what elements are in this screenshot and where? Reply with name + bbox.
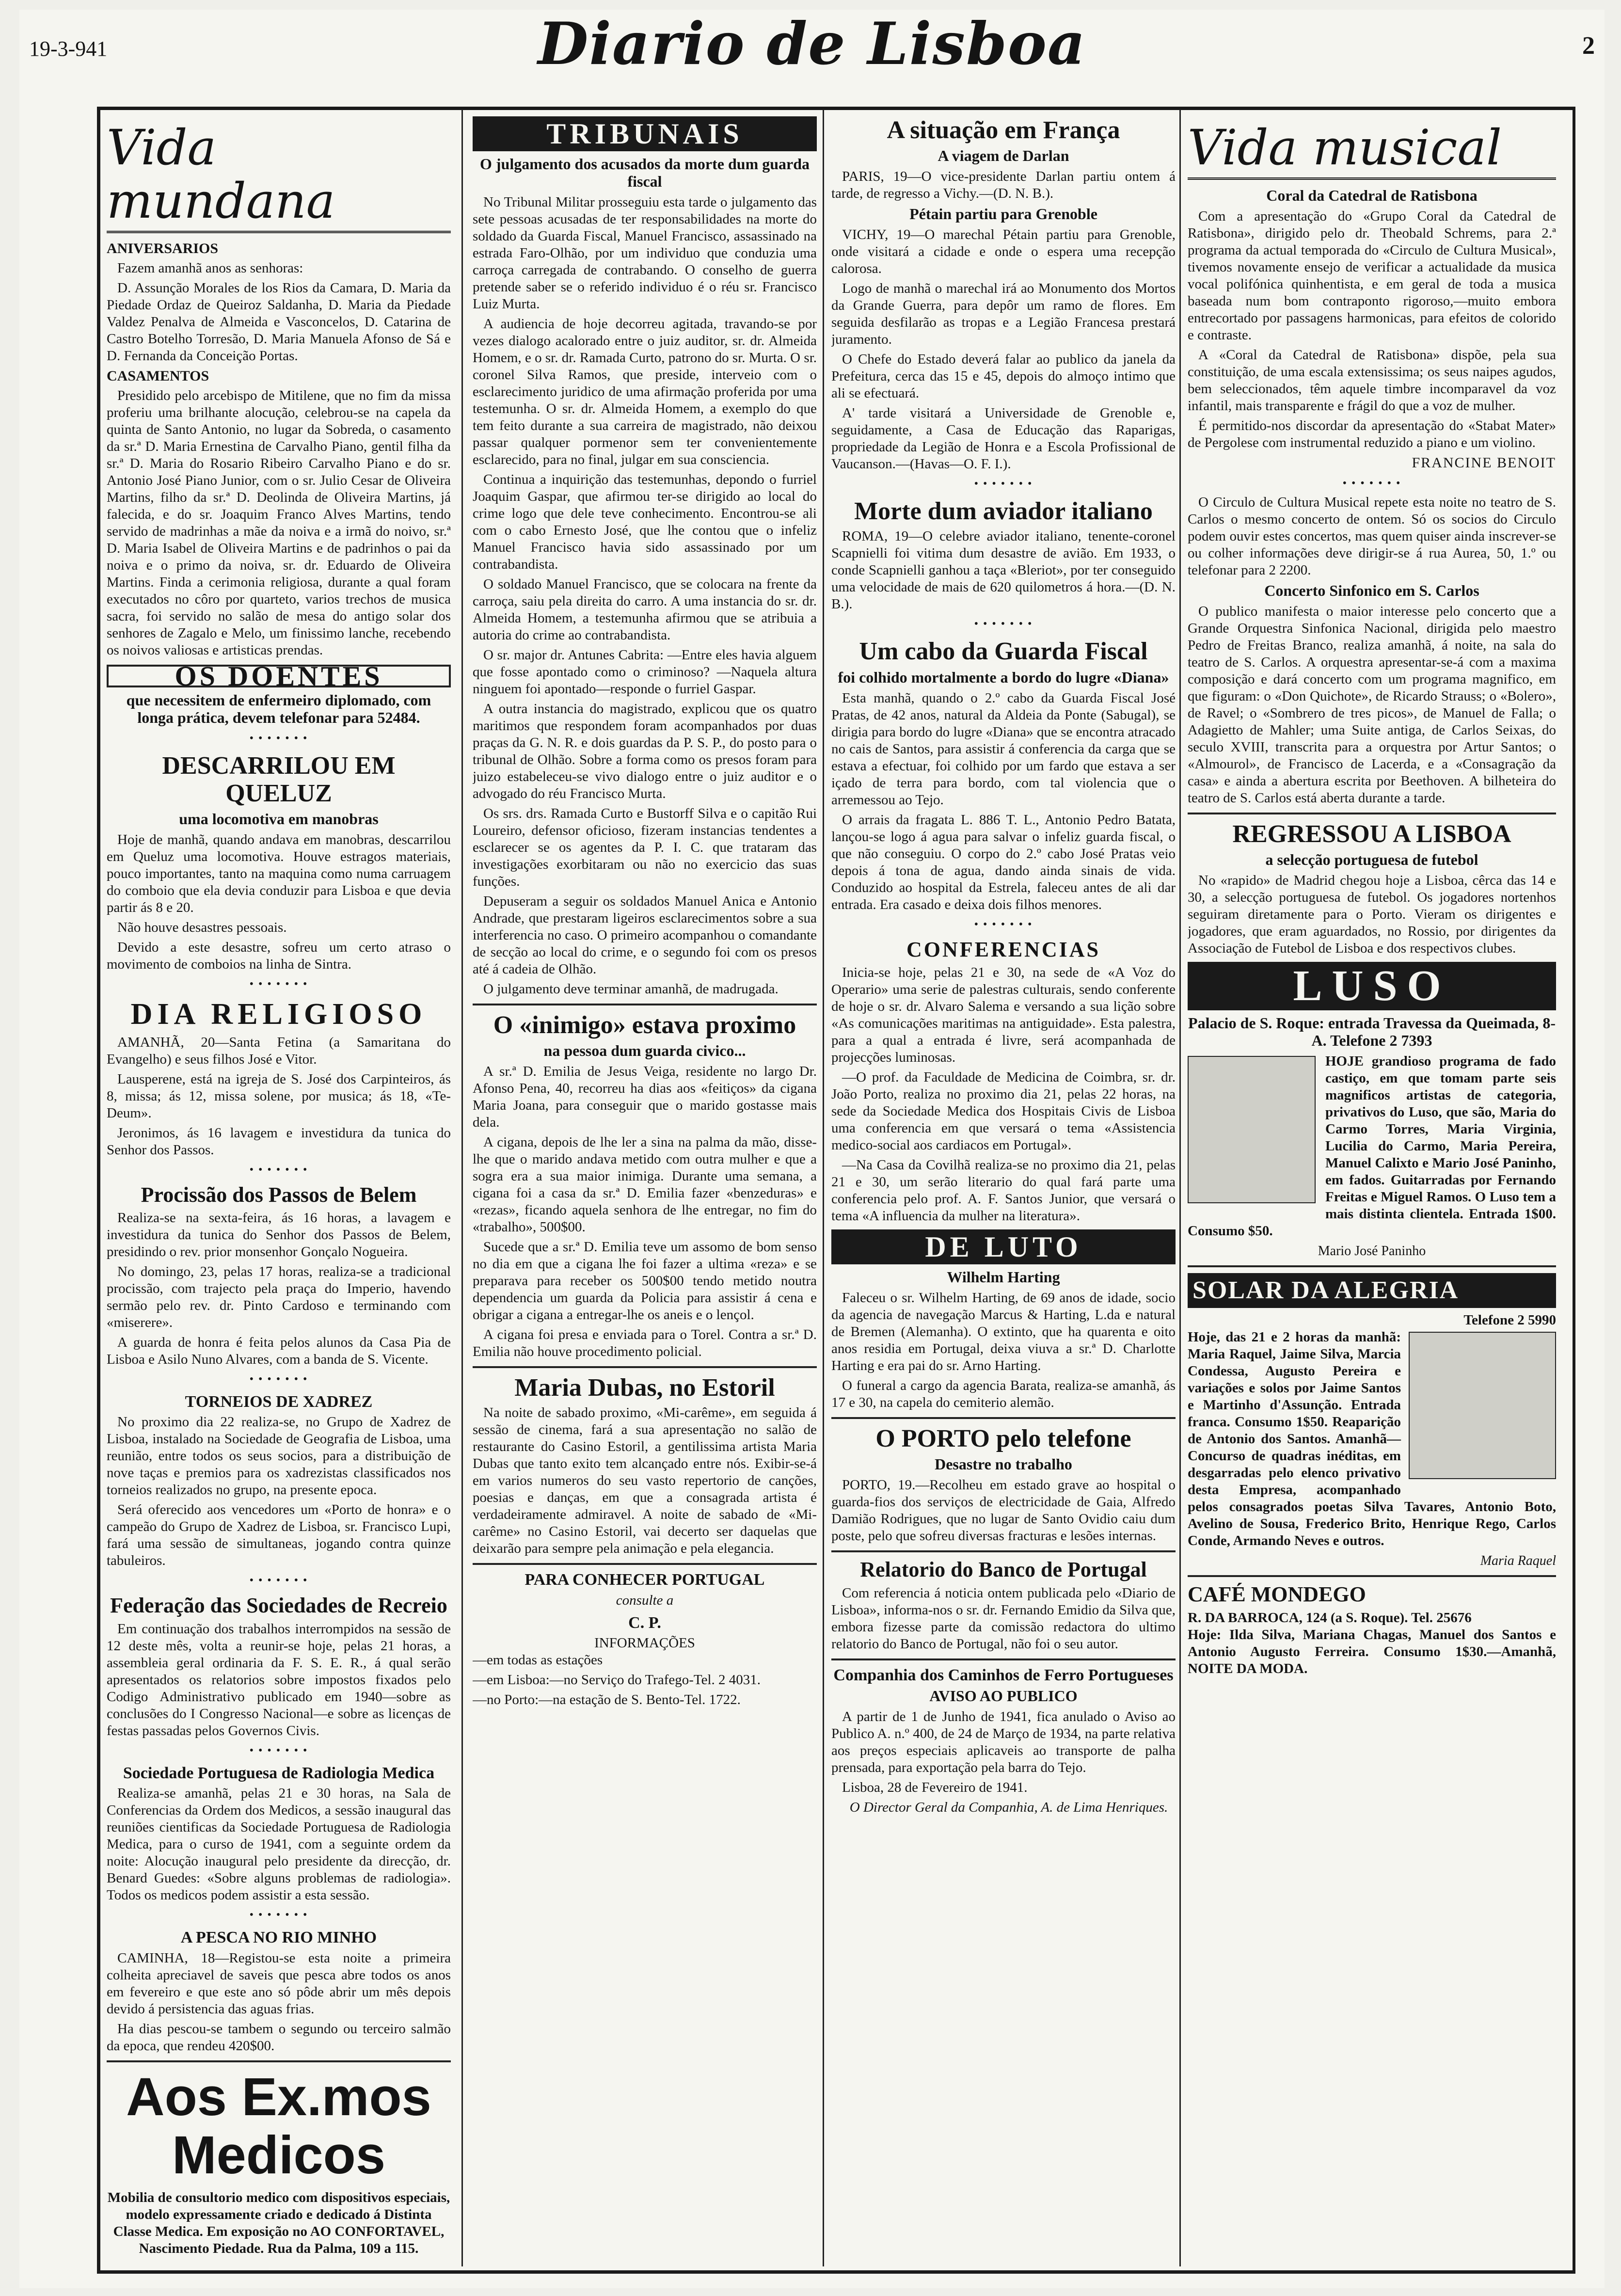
paragraph: VICHY, 19—O marechal Pétain partiu para Grenoble, onde visitará a cidade e onde o espera uma recepção calorosa.	[831, 227, 1176, 277]
rule	[473, 1004, 817, 1005]
headline-queluz: DESCARRILOU EM QUELUZ	[162, 752, 396, 808]
paragraph: Será oferecido aos vencedores um «Porto de honra» e o campeão do Grupo de Xadrez de Lisboa, sr. Francisco Lupi, fará uma sessão de simultaneas, jogando contra quinze tabuleiros.	[107, 1502, 451, 1569]
separator: • • • • • • •	[249, 1744, 308, 1757]
column-3	[831, 112, 1176, 2269]
ad-text: —no Porto:—na estação de S. Bento-Tel. 1722.	[473, 1692, 741, 1708]
deck: AVISO AO PUBLICO	[929, 1687, 1078, 1705]
headline-procissao: Procissão dos Passos de Belem	[141, 1182, 417, 1207]
paragraph: A sr.ª D. Emilia de Jesus Veiga, residente no largo Dr. Afonso Pena, 40, recorreu ha dias aos «feitiços» da cigana Maria Joana, para conseguir que o marido gostasse mais dela.	[473, 1064, 817, 1131]
paragraph: Fazem amanhã anos as senhoras:	[117, 260, 303, 276]
headline-regressou: REGRESSOU A LISBOA	[1232, 820, 1511, 848]
notice: que necessitem de enfermeiro diplomado, com longa prática, devem telefonar para 52484.	[126, 691, 431, 726]
headline-dia-religioso: DIA RELIGIOSO	[130, 998, 427, 1031]
deck: foi colhido mortalmente a bordo do lugre «Diana»	[838, 668, 1169, 686]
paragraph: Faleceu o sr. Wilhelm Harting, de 69 anos de idade, socio da agencia de navegação Marcus & Harting, L.da e natural de Bremen (Alemanha). O extinto, que ha quarenta e oito anos residia em Portugal, deixa viuva a sr.ª D. Charlotte Harting e era pai do sr. Arno Harting.	[831, 1290, 1176, 1373]
paragraph: Sucede que a sr.ª D. Emilia teve um assomo de bom senso no dia em que a cigana lhe foi fazer a ultima «reza» e se preparava para receber os 500$00 tendo metido noutra dependencia um guarda da Policia para assistir á cena e obrigar a cigana a entregar-lhe os aneis e o lençol.	[473, 1239, 817, 1323]
ad-text: —em Lisboa:—no Serviço do Trafego-Tel. 2 4031.	[473, 1672, 761, 1688]
headline-de-luto: DE LUTO	[831, 1229, 1176, 1264]
paragraph: Realiza-se na sexta-feira, ás 16 horas, a lavagem e investidura da tunica do Senhor dos Passos de Belem, presidindo o rev. prior monsenhor Gonçalo Nogueira.	[107, 1210, 451, 1260]
headline-tribunais: TRIBUNAIS	[473, 116, 817, 151]
paragraph: Logo de manhã o marechal irá ao Monumento dos Mortos da Grande Guerra, para depôr um ramo de flores. Em seguida desfilarão as tropas e a Legião Francesa prestará juramento.	[831, 281, 1176, 348]
paragraph: A audiencia de hoje decorreu agitada, travando-se por vezes dialogo acalorado entre o juiz auditor, sr. dr. Almeida Homem, e o sr. dr. Ramada Curto, patrono do sr. Murta. O sr. coronel Silva Ramos, que preside, interveio com o esclarecimento juridico de uma afirmação proferida por uma testemunha. O sr. dr. Almeida Homem, a exemplo do que tem feito durante a sua carreira de magistrado, não deixou passar qualquer pormenor sem ter convenientemente esclarecido, para no final, julgar em sua consciencia.	[473, 316, 817, 467]
ad-text: Hoje, das 21 e 2 horas da manhã: Maria Raquel, Jaime Silva, Marcia Condessa, Augusto Pereira e variações e solos por Jaime Santos e Martinho d'Assunção. Entrada franca. Consumo 1$50. Reaparição de Antonio dos Santos. Amanhã—Concurso de quadras inéditas, em desgarradas pelo elenco privativo desta Empresa, acompanhado pelos consagrados poetas Silva Tavares, Antonio Boto, Avelino de Sousa, Frederico Brito, Henrique Rego, Carlos Conde, Armando Neves e outros.	[1188, 1329, 1556, 1549]
paragraph: O Chefe do Estado deverá falar ao publico da janela da Prefeitura, cerca das 15 e 45, depois do almoço intimo que ali se efectuará.	[831, 351, 1176, 401]
paragraph: No domingo, 23, pelas 17 horas, realiza-se a tradicional procissão, com trajecto pela praça do Imperio, havendo sermão pelo rev. dr. Pinto Cardoso e terminando com «miserere».	[107, 1263, 451, 1330]
subhead: Pétain partiu para Grenoble	[909, 205, 1097, 223]
paragraph: Em continuação dos trabalhos interrompidos na sessão de 12 deste mês, volta a reunir-se hoje, pelas 21 horas, a assembleia geral ordinaria da F. S. E. R., á qual serão apresentados os relatorios sobre impostos fixados pelo Codigo Administrativo publicado em 1940—sobre as conclusões do I Congresso Nacional—e sobre as licenças de festas passadas pelos Governos Civis.	[107, 1621, 451, 1738]
paragraph: O publico manifesta o maior interesse pelo concerto que a Grande Orquestra Sinfonica Nacional, dirigida pelo maestro Pedro de Freitas Branco, realiza amanhã, á noite, na sala do teatro de S. Carlos. A orquestra apresentar-se-á com a maxima composição e dará concerto com um programa magnifico, em que figuram: o «Don Quichote», de Ricardo Strauss; o «Bolero», de Ravel; o «Sombrero de tres picos», de Manuel de Falla; o Adagietto de Mahler; uma Suite antiga, de Carlos Seixas, do seculo XVIII, transcrita para a orquestra por Artur Santos; o «Almourol», de Francisco de Lacerda, e a «Consagração da casa» e ainda a abertura escrita por Beethoven. A bilheteira do teatro de S. Carlos está aberta durante a tarde.	[1188, 604, 1556, 806]
rule	[831, 1417, 1176, 1419]
paragraph: No Tribunal Militar prosseguiu esta tarde o julgamento das sete pessoas acusadas de ter responsabilidades na morte do soldado da Guarda Fiscal, Manuel Francisco, assassinado na estrada Faro-Olhão, por um individuo que conduzia uma carroça carregada de contrabando. O conselho de guerra pretende saber se o referido individuo é o réu sr. Francisco Luiz Murta.	[473, 194, 817, 312]
paragraph: Continua a inquirição das testemunhas, depondo o furriel Joaquim Gaspar, que afirmou ter-se dirigido ao local do crime logo que dele teve conhecimento. Encontrou-se ali com o cabo Ernesto José, que lhe contou que o infeliz Manuel Francisco havia sido assassinado por um contrabandista.	[473, 472, 817, 572]
deck: O julgamento dos acusados da morte dum guarda fiscal	[479, 155, 810, 190]
deck: Wilhelm Harting	[947, 1268, 1060, 1286]
paragraph: Com a apresentação do «Grupo Coral da Catedral de Ratisbona», dirigido pelo dr. Theobald Schrems, para 2.ª programa da actual temporada do «Circulo de Cultura Musical», tivemos novamente ensejo de verificar a actualidade da musica vocal polifónica quinhentista, e em geral de toda a musica baseada num bom contraponto rigoroso,—muito embora entrecortado por passagens harmonicas, para efeitos de colorido e contraste.	[1188, 208, 1556, 343]
separator: • • • • • • •	[249, 978, 308, 991]
separator: • • • • • • •	[249, 1372, 308, 1386]
byline: FRANCINE BENOIT	[1412, 455, 1556, 471]
column-divider	[461, 109, 463, 2266]
headline-xadrez: TORNEIOS DE XADREZ	[185, 1392, 373, 1411]
separator: • • • • • • •	[974, 618, 1033, 631]
column-4	[1188, 112, 1556, 2269]
separator: • • • • • • •	[249, 732, 308, 745]
paragraph: Não houve desastres pessoais.	[117, 920, 287, 936]
ad-text: Mobilia de consultorio medico com dispositivos especiais, modelo expressamente criado e dedicado á Distinta Classe Medica. Em exposição no AO CONFORTAVEL, Nascimento Piedade. Rua da Palma, 109 a 115.	[107, 2189, 450, 2256]
separator: • • • • • • •	[974, 918, 1033, 931]
headline-cabo: Um cabo da Guarda Fiscal	[859, 638, 1148, 666]
paragraph: Na noite de sabado proximo, «Mi-carême», em seguida á sessão de cinema, fará a sua apresentação no salão de restaurante do Casino Estoril, a gentilissima artista Maria Dubas que tanto exito tem alcançado entre nós. Exibir-se-á em varios numeros do seu vasto repertorio de canções, poesias e danças, em que a consagrada artista é verdadeiramente admiravel. A noite de sabado de «Mi-carême» no Casino Estoril, vai decerto ser daquelas que deixarão para sempre pela animação e pela elegancia.	[473, 1405, 817, 1557]
paragraph: O arrais da fragata L. 886 T. L., Antonio Pedro Batata, lançou-se logo á agua para salvar o infeliz guarda fiscal, o que não conseguiu. O corpo do 2.º cabo José Pratas veio depois á tona de agua, dando ainda sinais de vida. Conduzido ao hospital da Estrela, faleceu antes de ali dar entrada. Era casado e deixa dois filhos menores.	[831, 812, 1176, 912]
masthead	[19, 10, 1605, 97]
rule	[473, 1366, 817, 1368]
ad-text: Hoje: Ilda Silva, Mariana Chagas, Manuel dos Santos e Antonio Augusto Ferreira. Consumo 1$30.—Amanhã, NOITE DA MODA.	[1188, 1626, 1556, 1676]
paragraph: D. Assunção Morales de los Rios da Camara, D. Maria da Piedade Ordaz de Queiroz Saldanha, D. Maria da Piedade Valdez Penalva de Almeida e Vasconcelos, D. Catarina de Castro Botelho Torresão, D. Maria Manuela Afonso de Sá e D. Fernanda da Conceição Portas.	[107, 280, 451, 364]
paragraph: Realiza-se amanhã, pelas 21 e 30 horas, na Sala de Conferencias da Ordem dos Medicos, a sessão inaugural das reuniões cientificas da Sociedade Portuguesa de Radiologia Medica, para o curso de 1941, com a seguinte ordem da noite: Alocução inaugural pelo presidente da direcção, dr. Benard Guedes: «Sobre alguns problemas de radiologia». Todos os medicos podem assistir a esta sessão.	[107, 1786, 451, 1903]
photo-caption: Maria Raquel	[1480, 1553, 1556, 1569]
paragraph: A «Coral da Catedral de Ratisbona» dispõe, pela sua constituição, de uma escala extensissima; os seus naipes agudos, bem seleccionados, têm aquele timbre incomparavel da voz infantil, mais transparente e frágil do que a voz de mulher.	[1188, 347, 1556, 414]
section-vida-musical: Vida musical	[1188, 121, 1556, 180]
ad-text: Palacio de S. Roque: entrada Travessa da Queimada, 8-A. Telefone 2 7393	[1188, 1014, 1556, 1050]
paragraph: A' tarde visitará a Universidade de Grenoble e, seguidamente, a Casa de Educação das Raparigas, propriedade da Legião de Honra e a Escola Profissional de Vaucanson.—(Havas—O. F. I.).	[831, 405, 1176, 472]
separator: • • • • • • •	[249, 1163, 308, 1176]
ad-text: C. P.	[628, 1613, 661, 1632]
rule	[831, 1658, 1176, 1660]
paragraph: AMANHÃ, 20—Santa Fetina (a Samaritana do Evangelho) e seus filhos José e Vitor.	[107, 1034, 451, 1067]
page-number: 2	[1582, 32, 1595, 60]
ad-headline-solar: SOLAR DA ALEGRIA	[1188, 1273, 1556, 1308]
paragraph: Ha dias pescou-se tambem o segundo ou terceiro salmão da epoca, que rendeu 420$00.	[107, 2021, 451, 2054]
paragraph: O sr. major dr. Antunes Cabrita: —Entre eles havia alguem que fosse apontado como o criminoso? —Naquela altura ninguem foi apontado—responde o furriel Gaspar.	[473, 647, 817, 697]
newspaper-title: Diario de Lisboa	[538, 10, 1086, 78]
headline-maria-dubas: Maria Dubas, no Estoril	[514, 1374, 775, 1402]
paragraph: A cigana foi presa e enviada para o Torel. Contra a sr.ª D. Emilia não houve procedimento policial.	[473, 1327, 817, 1360]
paragraph: A cigana, depois de lhe ler a sina na palma da mão, disse-lhe que o marido andava metido com outra mulher e que a sogra era a sua maior inimiga. Durante uma semana, a cigana foi a casa da sr.ª D. Emilia fazer «benzeduras» e «rezas», ficando aquela senhora de lhe entregar, no fim do «trabalho», 500$00.	[473, 1134, 817, 1235]
separator: • • • • • • •	[249, 1574, 308, 1587]
separator: • • • • • • •	[1342, 477, 1401, 490]
separator: • • • • • • •	[249, 1909, 308, 1922]
newspaper-page	[19, 10, 1605, 2288]
paragraph: PARIS, 19—O vice-presidente Darlan partiu ontem á tarde, de regresso a Vichy.—(D. N. B.).	[831, 169, 1176, 202]
headline-recreio: Federação das Sociedades de Recreio	[110, 1594, 447, 1618]
rule	[1188, 813, 1556, 814]
deck: A viagem de Darlan	[938, 147, 1069, 165]
paragraph: O soldado Manuel Francisco, que se colocara na frente da carroça, saiu pela direita do carro. A uma instancia do sr. dr. Almeida Homem, a testemunha afirmou que se atribuia a autoria do crime ao contrabandista.	[473, 576, 817, 643]
paragraph: PORTO, 19.—Recolheu em estado grave ao hospital o guarda-fios dos serviços de electricidade de Gaia, Alfredo Damião Rodrigues, que no lugar de Santo Ovidio caiu dum poste, pelo que sofreu diversas fracturas e lesões internas.	[831, 1477, 1176, 1544]
headline-conferencias: CONFERENCIAS	[906, 937, 1101, 961]
headline-pesca: A PESCA NO RIO MINHO	[180, 1929, 377, 1947]
rule	[1188, 1265, 1556, 1267]
paragraph: O funeral a cargo da agencia Barata, realiza-se amanhã, ás 17 e 30, na capela do cemiterio alemão.	[831, 1377, 1176, 1410]
paragraph: Com referencia á noticia ontem publicada pelo «Diario de Lisboa», informa-nos o sr. dr. Fernando Emidio da Silva que, embora fizesse parte da comissão redactora do ultimo relatorio do Banco de Portugal, não foi o seu autor.	[831, 1585, 1176, 1652]
rule	[107, 2060, 451, 2062]
ad-text: Telefone 2 5990	[1463, 1312, 1556, 1328]
rule	[831, 1550, 1176, 1552]
paragraph: ROMA, 19—O celebre aviador italiano, tenente-coronel Scapnielli foi vitima dum desastre de avião. Em 1933, o conde Scapnielli ganhou a taça «Bleriot», por ter conseguido uma velocidade de mais de 620 quilometros á hora.—(D. N. B.).	[831, 528, 1176, 612]
deck: a selecção portuguesa de futebol	[1265, 851, 1478, 869]
paragraph: Presidido pelo arcebispo de Mitilene, que no fim da missa proferiu uma brilhante alocução, celebrou-se na capela da quinta de Santo Antonio, no lugar da Sobreda, o casamento da sr.ª D. Maria Ernestina de Carvalho Piano, gentil filha da sr.ª D. Maria do Rosario Ribeiro Carvalho Piano e do sr. Antonio José Piano Junior, com o sr. Julio Cesar de Oliveira Martins, filho da sr.ª D. Deolinda de Oliveira Martins, já falecida, e do sr. Joaquim Franco Alves Martins, tendo servido de madrinhas a mãe da noiva e a irmã do noivo, sr.ª D. Maria Isabel de Oliveira Martins e de padrinhos o pai da noiva e o primo da noiva, sr. dr. Eduardo de Oliveira Martins. Finda a cerimonia religiosa, durante a qual foram executados no côro por quarteto, varios trechos de musica sacra, foi servido no salão de mesa do antigo solar dos senhores de Zagalo e Melo, um finissimo lanche, recebendo os noivos valiosas e artisticas prendas.	[107, 388, 451, 658]
issue-date: 19-3-941	[29, 37, 108, 61]
paragraph: No proximo dia 22 realiza-se, no Grupo de Xadrez de Lisboa, instalado na Sociedade de Geografia de Lisboa, uma reunião, entre todos os seus socios, para a distribuição de nove taças e premios para os xadrezistas classificados nos torneios realizados no grupo, na presente epoca.	[107, 1414, 451, 1498]
paragraph: CAMINHA, 18—Registou-se esta noite a primeira colheita apreciavel de saveis que pesca abre todos os anos em fevereiro e que este ano só pôde abrir um mês depois devido á persistencia das aguas frias.	[107, 1950, 451, 2017]
paragraph: —Na Casa da Covilhã realiza-se no proximo dia 21, pelas 21 e 30, um serão literario do qual fará parte uma conferencia pelo prof. A. F. Santos Junior, que versará o tema «A influencia da mulher na literatura».	[831, 1157, 1176, 1224]
ad-headline-medicos: Aos Ex.mos Medicos	[126, 2067, 431, 2185]
paragraph: O Director Geral da Companhia, A. de Lima Henriques.	[849, 1799, 1168, 1815]
headline-franca: A situação em França	[887, 116, 1120, 144]
headline-porto: O PORTO pelo telefone	[875, 1424, 1131, 1452]
paragraph: Depuseram a seguir os soldados Manuel Anica e Antonio Andrade, que prestaram ligeiros esclarecimentos sobre a sua interferencia no caso. O primeiro acompanhou o comandante de secção ao local do crime, e o segundo foi com os presos até á cadeia de Olhão.	[473, 893, 817, 977]
paragraph: É permitido-nos discordar da apresentação do «Stabat Mater» de Pergolese com instrumental reduzido a piano e um violino.	[1188, 418, 1556, 450]
headline-banco: Relatorio do Banco de Portugal	[860, 1558, 1147, 1582]
ad-text: HOJE grandioso programa de fado castiço, em que tomam parte seis magnificos artistas de categoria, privativos do Luso, que são, Maria do Carmo Torres, Maria Virginia, Lucilia do Carmo, Maria Pereira, Manuel Calixto e Mario José Paninho, em fados. Guitarradas por Fernando Freitas e Miguel Ramos. O Luso tem a mais distinta clientela. Entrada 1$00. Consumo $50.	[1188, 1053, 1556, 1239]
paragraph: Inicia-se hoje, pelas 21 e 30, na sede de «A Voz do Operario» uma serie de palestras culturais, sendo conferente de hoje o sr. dr. Alvaro Salema e versando a sua lição sobre «As comunicações maritimas na antiguidade». Esta palestra, para a qual a entrada é livre, será acompanhada de projecções luminosas.	[831, 964, 1176, 1065]
rule	[473, 1563, 817, 1565]
separator: • • • • • • •	[974, 478, 1033, 491]
rule	[1188, 1575, 1556, 1577]
photo-maria-raquel	[1409, 1332, 1556, 1479]
paragraph: A guarda de honra é feita pelos alunos da Casa Pia de Lisboa e Asilo Nuno Alvares, com a banda de S. Vicente.	[107, 1334, 451, 1367]
paragraph: Devido a este desastre, sofreu um certo atraso o movimento de comboios na linha de Sintra.	[107, 940, 451, 973]
headline-inimigo: O «inimigo» estava proximo	[493, 1011, 796, 1039]
section-vida-mundana: Vida mundana	[107, 121, 451, 233]
photo-caption: Mario José Paninho	[1318, 1244, 1426, 1259]
column-divider	[1179, 109, 1181, 2266]
photo-mario-jose-paninho	[1188, 1056, 1316, 1203]
column-divider	[823, 109, 824, 2266]
paragraph: A partir de 1 de Junho de 1941, fica anulado o Aviso ao Publico A. n.º 400, de 24 de Março de 1934, na parte relativa aos preços especiais aplicaveis ao transporte de palha prensada, para exportação pela barra do Tejo.	[831, 1708, 1176, 1775]
ad-text: INFORMAÇÕES	[594, 1635, 695, 1651]
paragraph: A outra instancia do magistrado, explicou que os quatro maritimos que respondem foram acompanhados por duas praças da G. N. R. e dois guardas da P. S. P., do posto para o tribunal de Olhão. Sobre a forma como os presos foram para juizo estabeleceu-se vivo dialogo entre o juiz auditor e o advogado do réu Francisco Murta.	[473, 701, 817, 801]
ad-text: —em todas as estações	[473, 1652, 603, 1668]
paragraph: O Circulo de Cultura Musical repete esta noite no teatro de S. Carlos o mesmo concerto de ontem. Só os socios do Circulo podem ouvir estes concertos, mas quem quiser ainda inscrever-se ou colher informações deve dirigir-se á rua Aurea, 50, 1.º ou telefonar para 2 2200.	[1188, 494, 1556, 578]
headline-radiologia: Sociedade Portuguesa de Radiologia Medica	[123, 1764, 435, 1782]
column-2	[473, 112, 817, 2269]
headline-aviador: Morte dum aviador italiano	[854, 497, 1153, 526]
headline-os-doentes: OS DOENTES	[107, 665, 451, 687]
subhead: Coral da Catedral de Ratisbona	[1266, 187, 1478, 204]
paragraph: Os srs. drs. Ramada Curto e Bustorff Silva e o capitão Rui Loureiro, defensor oficioso, fizeram instancias tendentes a esclarecer se os agentes da P. I. C. que trataram das investigações exorbitaram ou não no exercicio das suas funções.	[473, 806, 817, 889]
subhead: CASAMENTOS	[107, 368, 209, 384]
paragraph: Lausperene, está na igreja de S. José dos Carpinteiros, ás 8, missa; ás 12, missa solene, por musica; ás 18, «Te-Deum».	[107, 1071, 451, 1121]
ad-headline-cp: PARA CONHECER PORTUGAL	[524, 1571, 765, 1589]
paragraph: Jeronimos, ás 16 lavagem e investidura da tunica do Senhor dos Passos.	[107, 1125, 451, 1158]
deck: uma locomotiva em manobras	[179, 810, 379, 828]
paragraph: —O prof. da Faculdade de Medicina de Coimbra, sr. dr. João Porto, realiza no proximo dia 21, pelas 22 horas, na sede da Sociedade Medica dos Hospitais Civis de Lisboa uma conferencia em que versará o tema «Assistencia medico-social aos cardiacos em Portugal».	[831, 1069, 1176, 1153]
ad-text: R. DA BARROCA, 124 (a S. Roque). Tel. 25676	[1188, 1610, 1472, 1626]
subhead: ANIVERSARIOS	[107, 240, 219, 256]
deck: na pessoa dum guarda civico...	[543, 1042, 746, 1060]
ad-headline-mondego: CAFÉ MONDEGO	[1188, 1582, 1366, 1607]
headline-caminhos-ferro: Companhia dos Caminhos de Ferro Portugueses	[833, 1666, 1174, 1684]
column-1	[107, 112, 451, 2269]
deck: Desastre no trabalho	[935, 1455, 1072, 1473]
paragraph: O julgamento deve terminar amanhã, de madrugada.	[483, 981, 779, 997]
ad-text: consulte a	[616, 1592, 674, 1608]
paragraph: No «rapido» de Madrid chegou hoje a Lisboa, cêrca das 14 e 30, a selecção portuguesa de futebol. Os jogadores nortenhos seguiram diretamente para o Porto. Vieram os dirigentes e jogadores, que eram aguardados, no Rossio, por dirigentes da Associação de Futebol de Lisboa e dos respectivos clubes.	[1188, 873, 1556, 957]
paragraph: Lisboa, 28 de Fevereiro de 1941.	[842, 1779, 1028, 1795]
subhead: Concerto Sinfonico em S. Carlos	[1264, 582, 1479, 599]
paragraph: Esta manhã, quando o 2.º cabo da Guarda Fiscal José Pratas, de 42 anos, natural da Aldeia da Ponte (Sabugal), se dirigia para bordo do lugre «Diana» que se encontra atracado no cais de Santos, para assistir á conferencia da carga que se estava a efectuar, foi colhido por um fardo que estava a ser içado de terra para bordo, com tal violencia que o arremessou ao Tejo.	[831, 690, 1176, 808]
ad-headline-luso: LUSO	[1188, 962, 1556, 1010]
paragraph: Hoje de manhã, quando andava em manobras, descarrilou em Queluz uma locomotiva. Houve estragos materiais, pouco importantes, tanto na maquina como numa carruagem do comboio que ela devia conduzir para Lisboa e que devia partir ás 8 e 20.	[107, 832, 451, 916]
